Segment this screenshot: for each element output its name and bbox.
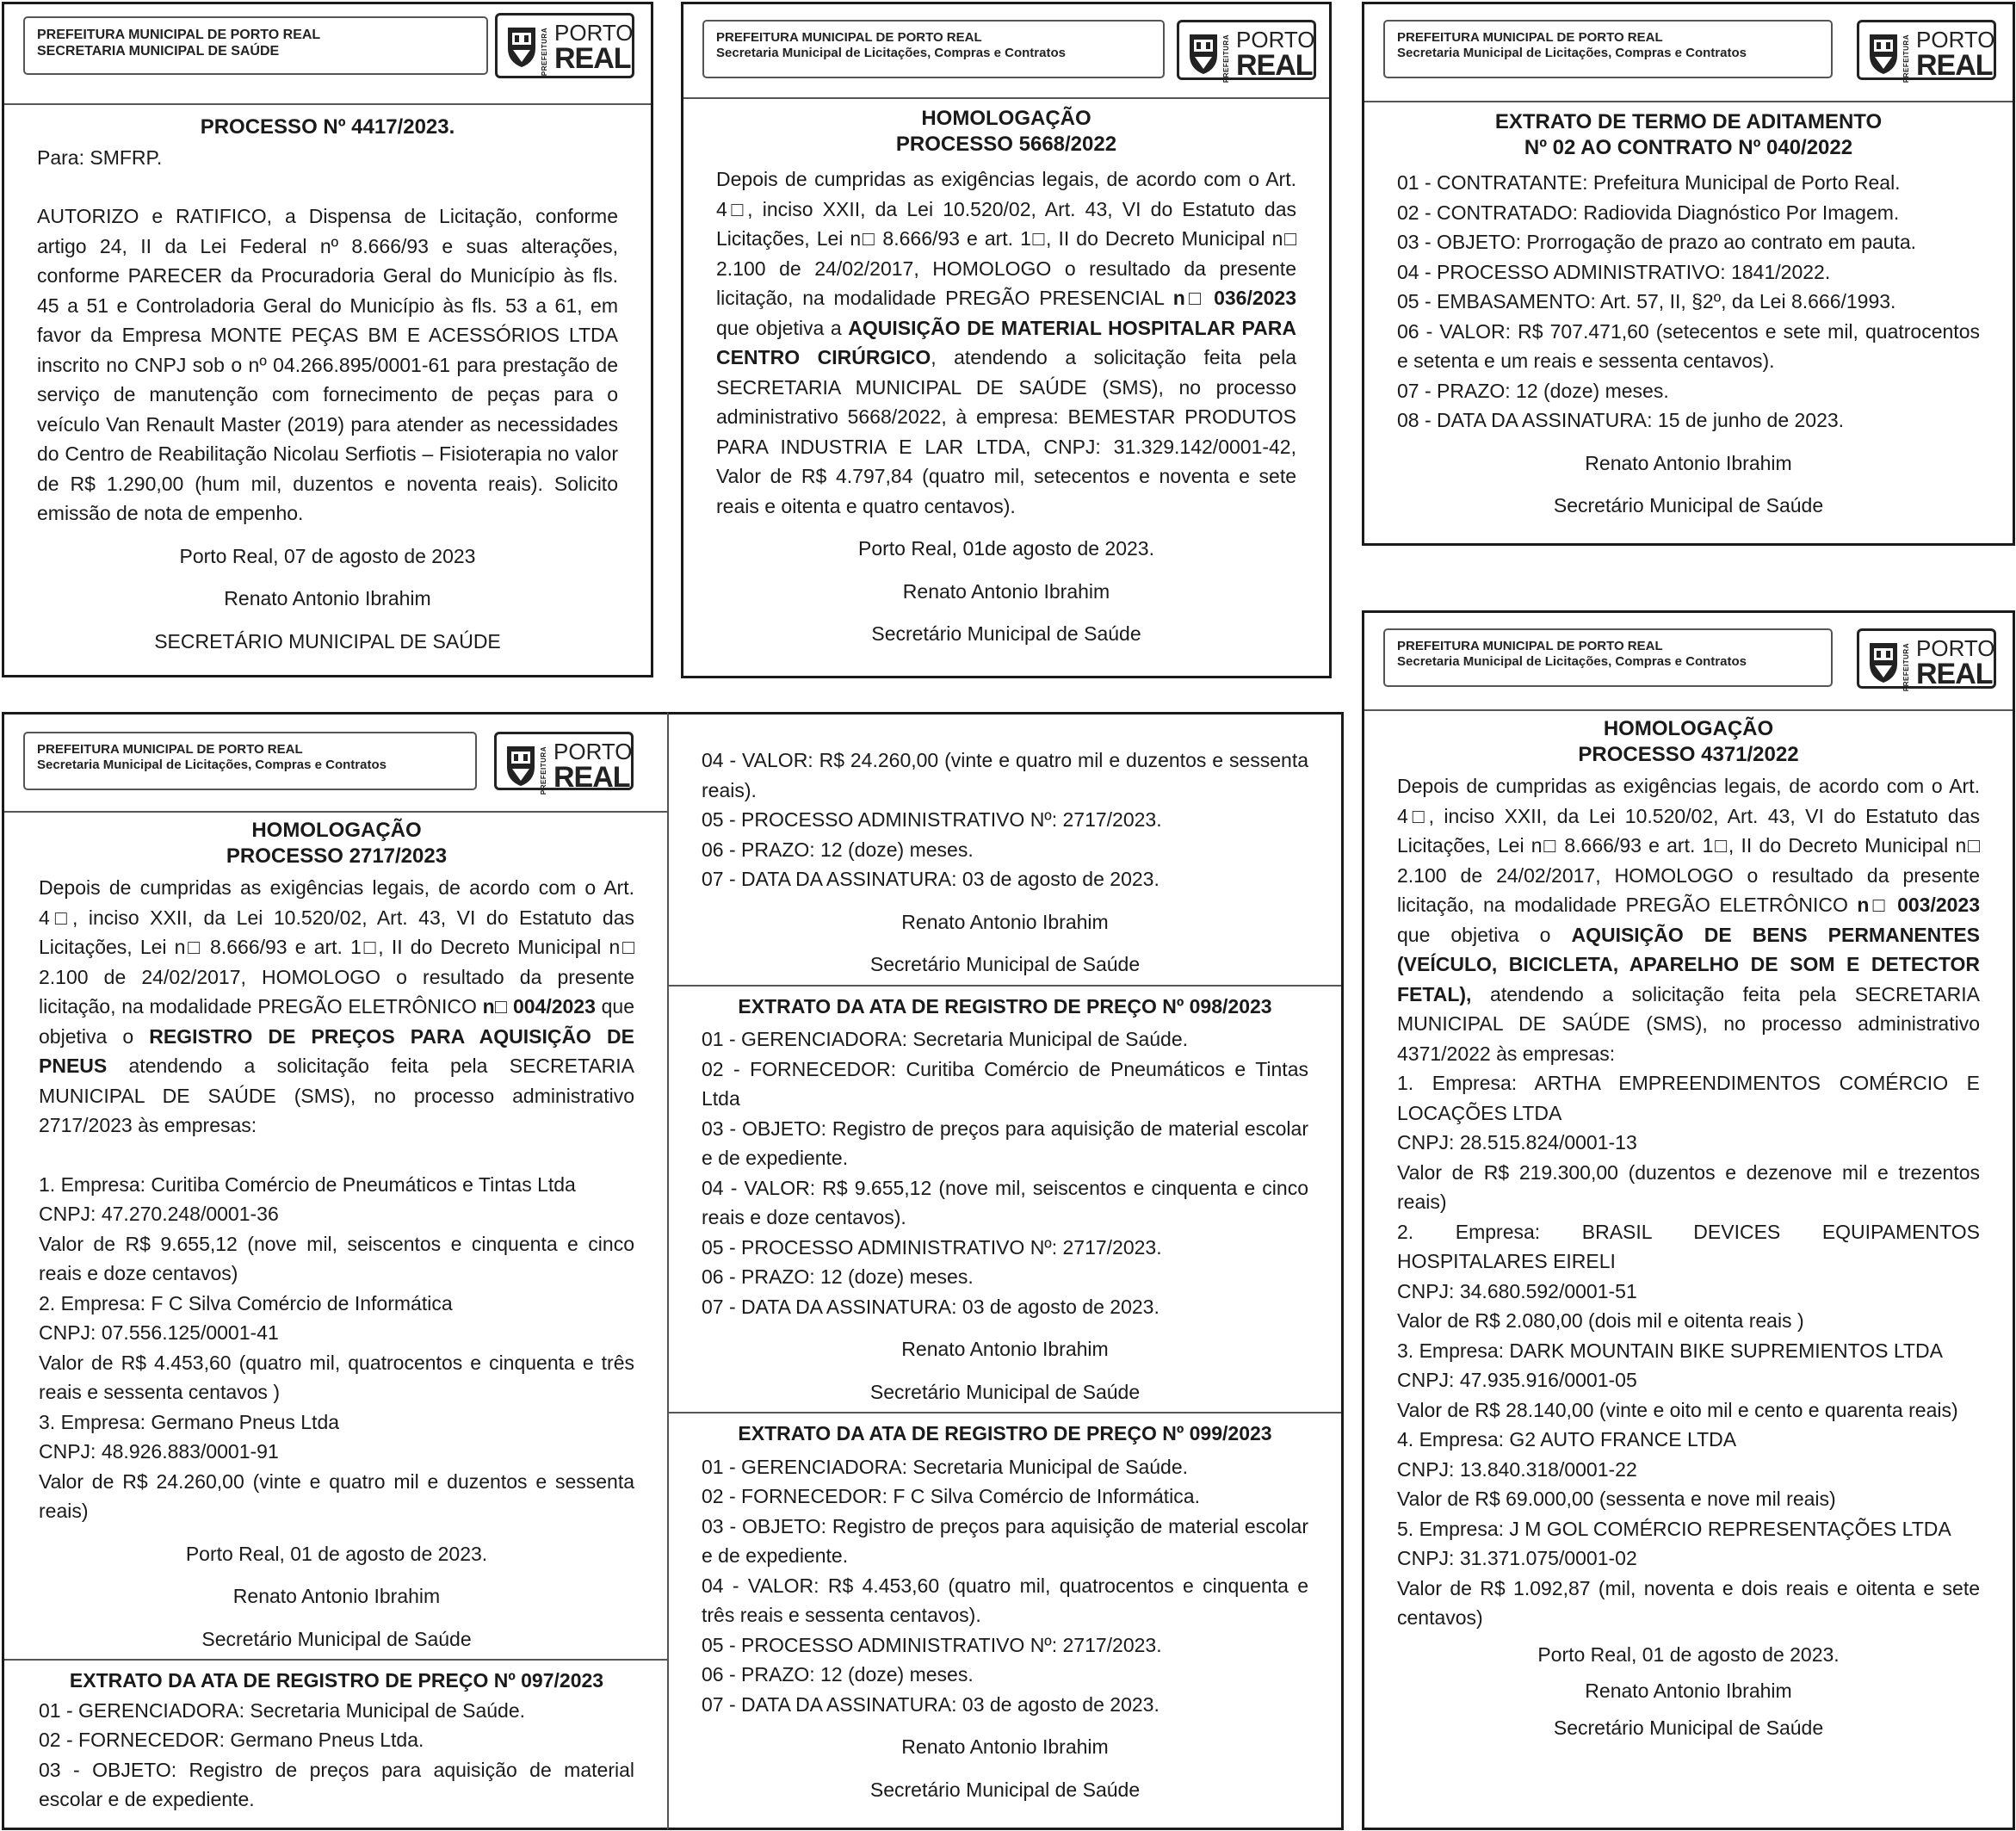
notice-title: HOMOLOGAÇÃO — [1603, 717, 1774, 740]
logo-porto-text: PORTO — [1916, 635, 1995, 661]
header-prefeitura: PREFEITURA MUNICIPAL DE PORTO REAL — [1397, 30, 1663, 45]
list-item: 02 - CONTRATADO: Radiovida Diagnóstico Por Imagem. — [1397, 201, 1900, 224]
logo-prefeitura-text: PREFEITURA — [1902, 34, 1910, 84]
notice-body — [39, 818, 634, 1815]
date-line: Porto Real, 01 de agosto de 2023. — [185, 1542, 488, 1565]
list-item: 07 - DATA DA ASSINATURA: 03 de agosto de 2023. — [702, 868, 1160, 890]
porto-real-logo — [1177, 20, 1316, 84]
section-divider — [4, 1659, 669, 1661]
company-name: 1. Empresa: ARTHA EMPREENDIMENTOS COMÉRCIO E LOCAÇÕES LTDA — [1397, 1072, 1980, 1124]
signatory-name: Renato Antonio Ibrahim — [901, 910, 1109, 933]
list-item: 07 - DATA DA ASSINATURA: 03 de agosto de 2023. — [702, 1692, 1160, 1716]
signatory-role: Secretário Municipal de Saúde — [871, 622, 1141, 645]
list-item: 06 - PRAZO: 12 (doze) meses. — [702, 1663, 974, 1686]
company-value: Valor de R$ 28.140,00 (vinte e oito mil e cento e quarenta reais) — [1397, 1398, 1958, 1421]
notice-title: EXTRATO DE TERMO DE ADITAMENTO — [1494, 110, 1883, 133]
company-name: 5. Empresa: J M GOL COMÉRCIO REPRESENTAÇÕES LTDA — [1397, 1517, 1951, 1540]
company-cnpj: CNPJ: 28.515.824/0001-13 — [1397, 1131, 1637, 1154]
header-divider — [683, 97, 1329, 99]
logo-porto-text: PORTO — [1236, 27, 1315, 53]
company-cnpj: CNPJ: 13.840.318/0001-22 — [1397, 1457, 1637, 1481]
notice-body — [702, 745, 1308, 1804]
logo-real-text: REAL — [1916, 658, 1993, 690]
list-item: 03 - OBJETO: Prorrogação de prazo ao contrato em pauta. — [1397, 231, 1917, 253]
notice-body — [1397, 716, 1980, 1742]
header-text-box — [23, 16, 488, 75]
logo-real-text: REAL — [1236, 49, 1313, 82]
logo-real-text: REAL — [554, 42, 631, 75]
list-item: 01 - GERENCIADORA: Secretaria Municipal de Saúde. — [702, 1028, 1189, 1050]
notice-header — [683, 4, 1329, 94]
coat-of-arms-icon — [1866, 638, 1901, 684]
list-item: 01 - GERENCIADORA: Secretaria Municipal de Saúde. — [702, 1455, 1189, 1478]
logo-prefeitura-text: PREFEITURA — [1902, 643, 1910, 692]
notice-subtitle: PROCESSO 5668/2022 — [895, 133, 1117, 156]
coat-of-arms-icon — [504, 741, 538, 788]
section-divider — [669, 985, 1341, 987]
list-item: 06 - PRAZO: 12 (doze) meses. — [702, 1265, 974, 1288]
authorization-paragraph: AUTORIZO e RATIFICO, a Dispensa de Licitação, conforme artigo 24, II da Lei Federal nº 8.666/93 e suas alterações, conforme PARECER da Procuradoria Geral do Município às fls. 45 a 51 e Controladoria Geral do Município às fls. 53 a 61, em favor da Empresa MONTE PEÇAS BM E ACESSÓRIOS LTDA inscrito no CNPJ sob o nº 04.266.895/0001-61 para prestação de serviço de manutenção com fornecimento de peças para o veículo Van Renault Master (2019) para atender as necessidades do Centro de Reabilitação Nicolau Serfiotis – Fisioterapia no valor de R$ 1.290,00 (hum mil, duzentos e noventa reais). Solicito emissão de nota de empenho. — [37, 205, 618, 524]
recipient-line: Para: SMFRP. — [37, 145, 163, 169]
signatory-role: SECRETÁRIO MUNICIPAL DE SAÚDE — [154, 629, 501, 653]
header-divider — [4, 811, 669, 813]
notice-body — [37, 113, 618, 656]
list-item: 06 - PRAZO: 12 (doze) meses. — [702, 838, 974, 861]
homologation-paragraph: Depois de cumpridas as exigências legais, de acordo com o Art. 4□, inciso XXII, da Lei 10.520/02, Art. 43, VI do Estatuto das Licitações, Lei n□ 8.666/93 e art. 1□, II do Decreto Municipal n□ 2.100 de 24/02/2017, HOMOLOGO o resultado da presente licitação, na modalidade PREGÃO ELETRÔNICO n□ 003/2023 que objetiva o AQUISIÇÃO DE BENS PERMANENTES (VEÍCULO, BICICLETA, APARELHO DE SOM E DETECTOR FETAL), atendendo a solicitação feita pela SECRETARIA MUNICIPAL DE SAÚDE (SMS), no processo administrativo 4371/2022 às empresas: — [1397, 775, 1981, 1065]
company-name: 3. Empresa: DARK MOUNTAIN BIKE SUPREMIENTOS LTDA — [1397, 1339, 1943, 1362]
company-name: 4. Empresa: G2 AUTO FRANCE LTDA — [1397, 1428, 1737, 1451]
signatory-name: Renato Antonio Ibrahim — [224, 587, 431, 609]
notice-body — [1397, 109, 1980, 521]
coat-of-arms-icon — [1866, 29, 1901, 76]
signatory-name: Renato Antonio Ibrahim — [901, 1735, 1109, 1758]
notice-header — [1364, 613, 2013, 702]
notice-aditamento-040 — [1362, 2, 2015, 546]
notice-title: PROCESSO Nº 4417/2023. — [200, 115, 455, 139]
notice-extratos-continuation — [667, 712, 1344, 1830]
signatory-role: Secretário Municipal de Saúde — [201, 1627, 472, 1650]
list-item: 04 - VALOR: R$ 9.655,12 (nove mil, seiscentos e cinquenta e cinco reais e doze centavos). — [702, 1176, 1308, 1228]
company-cnpj: CNPJ: 48.926.883/0001-91 — [39, 1440, 279, 1463]
logo-prefeitura-text: PREFEITURA — [541, 28, 548, 77]
header-text-box — [1383, 628, 1833, 687]
coat-of-arms-icon — [1186, 29, 1221, 76]
list-item: 04 - VALOR: R$ 4.453,60 (quatro mil, quatrocentos e cinquenta e três reais e sessenta centavos). — [702, 1574, 1308, 1626]
list-item: 08 - DATA DA ASSINATURA: 15 de junho de 2023. — [1397, 409, 1845, 431]
signatory-role: Secretário Municipal de Saúde — [869, 1778, 1141, 1801]
company-name: 2. Empresa: BRASIL DEVICES EQUIPAMENTOS HOSPITALARES EIRELI — [1397, 1220, 1980, 1272]
company-value: Valor de R$ 2.080,00 (dois mil e oitenta reais ) — [1397, 1309, 1804, 1332]
date-line: Porto Real, 01de agosto de 2023. — [858, 537, 1154, 560]
company-cnpj: CNPJ: 07.556.125/0001-41 — [39, 1321, 279, 1344]
notice-homologacao-5668 — [681, 2, 1332, 678]
header-prefeitura: PREFEITURA MUNICIPAL DE PORTO REAL — [37, 28, 321, 42]
signatory-name: Renato Antonio Ibrahim — [1585, 1679, 1792, 1702]
extract-098-title: EXTRATO DA ATA DE REGISTRO DE PREÇO Nº 098/2023 — [738, 994, 1272, 1018]
homologation-paragraph: Depois de cumpridas as exigências legais, de acordo com o Art. 4□, inciso XXII, da Lei 10.520/02, Art. 43, VI do Estatuto das Licitações, Lei n□ 8.666/93 e art. 1□, II do Decreto Municipal n□ 2.100 de 24/02/2017, HOMOLOGO o resultado da presente licitação, na modalidade PREGÃO ELETRÔNICO n□ 004/2023 que objetiva o REGISTRO DE PREÇOS PARA AQUISIÇÃO DE PNEUS atendendo a solicitação feita pela SECRETARIA MUNICIPAL DE SAÚDE (SMS), no processo administrativo 2717/2023 às empresas: — [39, 876, 634, 1136]
notice-homologacao-4371 — [1362, 610, 2015, 1830]
header-secretaria: SECRETARIA MUNICIPAL DE SAÚDE — [37, 44, 280, 59]
porto-real-logo — [1857, 20, 1996, 84]
list-item: 02 - FORNECEDOR: F C Silva Comércio de Informática. — [702, 1485, 1200, 1507]
notice-subtitle: PROCESSO 2717/2023 — [226, 844, 448, 868]
list-item: 05 - PROCESSO ADMINISTRATIVO Nº: 2717/2023. — [702, 1235, 1162, 1259]
list-item: 03 - OBJETO: Registro de preços para aquisição de material escolar e de expediente. — [702, 1117, 1308, 1169]
list-item: 01 - CONTRATANTE: Prefeitura Municipal de Porto Real. — [1397, 171, 1901, 194]
signatory-name: Renato Antonio Ibrahim — [232, 1585, 441, 1607]
logo-real-text: REAL — [553, 761, 630, 794]
company-value: Valor de R$ 24.260,00 (vinte e quatro mil e duzentos e sessenta reais) — [39, 1469, 634, 1522]
notice-title: HOMOLOGAÇÃO — [251, 819, 422, 842]
notice-title: HOMOLOGAÇÃO — [921, 107, 1091, 130]
list-item: 05 - PROCESSO ADMINISTRATIVO Nº: 2717/2023. — [702, 808, 1162, 831]
header-secretaria: Secretaria Municipal de Licitações, Compras e Contratos — [1397, 46, 1747, 60]
signatory-name: Renato Antonio Ibrahim — [1585, 451, 1792, 474]
header-divider — [4, 103, 651, 105]
header-text-box — [702, 20, 1165, 78]
list-item: 02 - FORNECEDOR: Curitiba Comércio de Pneumáticos e Tintas Ltda — [702, 1057, 1308, 1110]
signatory-role: Secretário Municipal de Saúde — [869, 1380, 1141, 1403]
porto-real-logo — [494, 732, 634, 795]
list-item: 04 - VALOR: R$ 24.260,00 (vinte e quatro mil e duzentos e sessenta reais). — [702, 749, 1308, 801]
list-item: 01 - GERENCIADORA: Secretaria Municipal de Saúde. — [39, 1698, 526, 1722]
header-secretaria: Secretaria Municipal de Licitações, Compras e Contratos — [716, 46, 1066, 60]
company-value: Valor de R$ 1.092,87 (mil, noventa e dois reais e oitenta e sete centavos) — [1397, 1576, 1980, 1629]
list-item: 06 - VALOR: R$ 707.471,60 (setecentos e sete mil, quatrocentos e setenta e um reais e sessenta centavos). — [1397, 319, 1980, 372]
company-value: Valor de R$ 4.453,60 (quatro mil, quatrocentos e cinquenta e três reais e sessenta centavos ) — [39, 1351, 634, 1403]
company-name: 1. Empresa: Curitiba Comércio de Pneumáticos e Tintas Ltda — [39, 1172, 576, 1196]
logo-prefeitura-text: PREFEITURA — [1222, 34, 1230, 84]
company-value: Valor de R$ 69.000,00 (sessenta e nove mil reais) — [1397, 1488, 1836, 1510]
header-secretaria: Secretaria Municipal de Licitações, Compras e Contratos — [1397, 654, 1747, 669]
company-name: 3. Empresa: Germano Pneus Ltda — [39, 1410, 340, 1433]
company-value: Valor de R$ 9.655,12 (nove mil, seiscentos e cinquenta e cinco reais e doze centavos) — [39, 1232, 634, 1284]
header-secretaria: Secretaria Municipal de Licitações, Compras e Contratos — [37, 758, 387, 772]
header-text-box — [23, 732, 477, 790]
header-text-box — [1383, 20, 1833, 78]
signatory-role: Secretário Municipal de Saúde — [1553, 494, 1824, 517]
company-name: 2. Empresa: F C Silva Comércio de Informática — [39, 1291, 453, 1314]
extract-099-title: EXTRATO DA ATA DE REGISTRO DE PREÇO Nº 099/2023 — [738, 1422, 1272, 1444]
date-line: Porto Real, 07 de agosto de 2023 — [179, 544, 476, 567]
logo-porto-text: PORTO — [553, 739, 633, 764]
date-line: Porto Real, 01 de agosto de 2023. — [1537, 1642, 1840, 1666]
logo-real-text: REAL — [1916, 49, 1993, 82]
signatory-role: Secretário Municipal de Saúde — [869, 953, 1141, 975]
porto-real-logo — [1857, 628, 1996, 692]
list-item: 07 - PRAZO: 12 (doze) meses. — [1397, 379, 1669, 402]
homologation-paragraph: Depois de cumpridas as exigências legais, de acordo com o Art. 4□, inciso XXII, da Lei 10.520/02, Art. 43, VI do Estatuto das Licitações, Lei n□ 8.666/93 e art. 1□, II do Decreto Municipal n□ 2.100 de 24/02/2017, HOMOLOGO o resultado da presente licitação, na modalidade PREGÃO PRESENCIAL n□ 036/2023 que objetiva a AQUISIÇÃO DE MATERIAL HOSPITALAR PARA CENTRO CIRÚRGICO, atendendo a solicitação feita pela SECRETARIA MUNICIPAL DE SAÚDE (SMS), no processo administrativo 5668/2022, à empresa: BEMESTAR PRODUTOS PARA INDUSTRIA E LAR LTDA, CNPJ: 31.329.142/0001-42, Valor de R$ 4.797,84 (quatro mil, setecentos e noventa e sete reais e oitenta e quatro centavos). — [716, 168, 1297, 517]
logo-porto-text: PORTO — [1916, 27, 1995, 53]
section-divider — [669, 1412, 1341, 1413]
notice-header — [1364, 4, 2013, 94]
notice-homologacao-2717 — [2, 712, 669, 1830]
notice-header — [4, 714, 669, 804]
signatory-role: Secretário Municipal de Saúde — [1553, 1716, 1824, 1739]
notice-body — [716, 106, 1296, 649]
porto-real-logo — [495, 13, 634, 78]
company-cnpj: CNPJ: 47.935.916/0001-05 — [1397, 1369, 1637, 1391]
header-prefeitura: PREFEITURA MUNICIPAL DE PORTO REAL — [1397, 639, 1663, 653]
notice-subtitle: PROCESSO 4371/2022 — [1578, 743, 1799, 766]
list-item: 02 - FORNECEDOR: Germano Pneus Ltda. — [39, 1729, 424, 1751]
list-item: 03 - OBJETO: Registro de preços para aquisição de material escolar e de expediente. — [702, 1514, 1308, 1567]
company-value: Valor de R$ 219.300,00 (duzentos e dezenove mil e trezentos reais) — [1397, 1160, 1980, 1213]
notice-subtitle: Nº 02 AO CONTRATO Nº 040/2022 — [1524, 136, 1853, 159]
company-cnpj: CNPJ: 34.680.592/0001-51 — [1397, 1279, 1637, 1302]
signatory-name: Renato Antonio Ibrahim — [901, 1338, 1109, 1360]
company-cnpj: CNPJ: 47.270.248/0001-36 — [39, 1203, 279, 1225]
notice-processo-4417 — [2, 2, 653, 677]
header-prefeitura: PREFEITURA MUNICIPAL DE PORTO REAL — [37, 742, 303, 757]
list-item: 07 - DATA DA ASSINATURA: 03 de agosto de 2023. — [702, 1295, 1160, 1318]
notice-header — [4, 4, 651, 94]
list-item: 04 - PROCESSO ADMINISTRATIVO: 1841/2022. — [1397, 260, 1831, 283]
company-cnpj: CNPJ: 31.371.075/0001-02 — [1397, 1547, 1637, 1569]
signatory-name: Renato Antonio Ibrahim — [902, 579, 1110, 603]
logo-porto-text: PORTO — [554, 20, 634, 46]
coat-of-arms-icon — [504, 22, 539, 69]
list-item: 05 - PROCESSO ADMINISTRATIVO Nº: 2717/2023. — [702, 1633, 1162, 1656]
list-item: 03 - OBJETO: Registro de preços para aquisição de material escolar e de expediente. — [39, 1758, 634, 1810]
logo-prefeitura-text: PREFEITURA — [540, 746, 547, 795]
header-prefeitura: PREFEITURA MUNICIPAL DE PORTO REAL — [716, 30, 982, 45]
header-divider — [1364, 709, 2013, 711]
extract-097-title: EXTRATO DA ATA DE REGISTRO DE PREÇO Nº 097/2023 — [69, 1669, 604, 1692]
list-item: 05 - EMBASAMENTO: Art. 57, II, §2º, da Lei 8.666/1993. — [1397, 290, 1896, 312]
header-divider — [1364, 101, 2013, 102]
